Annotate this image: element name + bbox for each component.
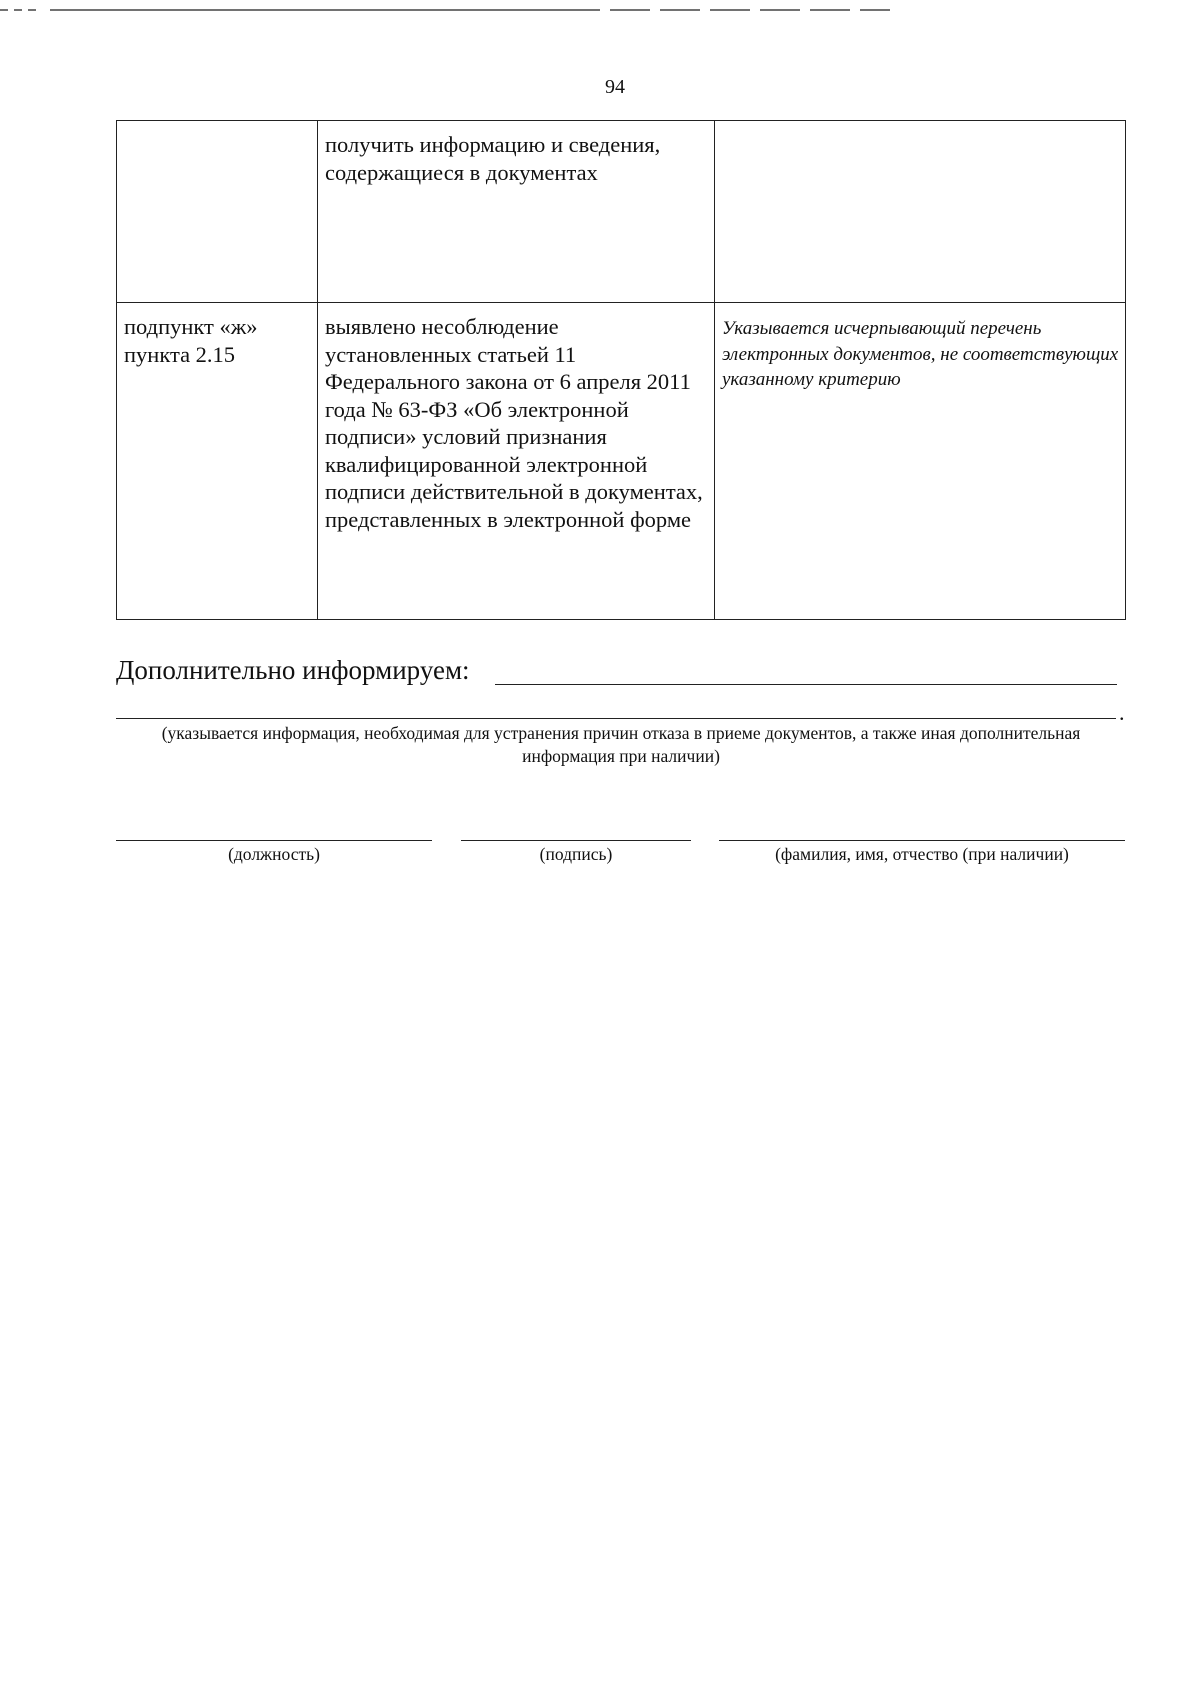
signature-caption: (подпись)	[539, 844, 613, 864]
signature-line	[461, 840, 691, 841]
scan-edge-artifact	[0, 8, 900, 12]
table-cell-explanation	[715, 121, 1126, 303]
criteria-table	[116, 120, 1126, 620]
table-cell-ground: подпункт «ж» пункта 2.15	[117, 303, 318, 620]
position-line	[116, 840, 432, 841]
table-cell-explanation: Указывается исчерпывающий перечень электронных документов, не соответствующих указанному критерию	[715, 303, 1126, 620]
page-number: 94	[605, 76, 625, 98]
full-name-caption: (фамилия, имя, отчество (при наличии)	[775, 844, 1069, 864]
position-caption: (должность)	[228, 844, 320, 864]
additional-info-label: Дополнительно информируем:	[116, 655, 470, 685]
table-cell-reason: получить информацию и сведения, содержащиеся в документах	[318, 121, 715, 303]
table-row	[117, 121, 1126, 303]
table-cell-reason: выявлено несоблюдение установленных статьей 11 Федерального закона от 6 апреля 2011 года № 63-ФЗ «Об электронной подписи» условий признания квалифицированной электронной подписи действительной в документах, представленных в электронной форме	[318, 303, 715, 620]
full-name-line	[719, 840, 1125, 841]
table-row	[117, 303, 1126, 620]
additional-info-end-mark: .	[1119, 700, 1125, 725]
additional-info-second-line	[116, 718, 1116, 719]
additional-info-note: (указывается информация, необходимая для устранения причин отказа в приеме документов, а также иная дополнительная информация при наличии)	[161, 723, 1081, 766]
additional-info-field-line	[495, 684, 1117, 685]
table-cell-ground	[117, 121, 318, 303]
